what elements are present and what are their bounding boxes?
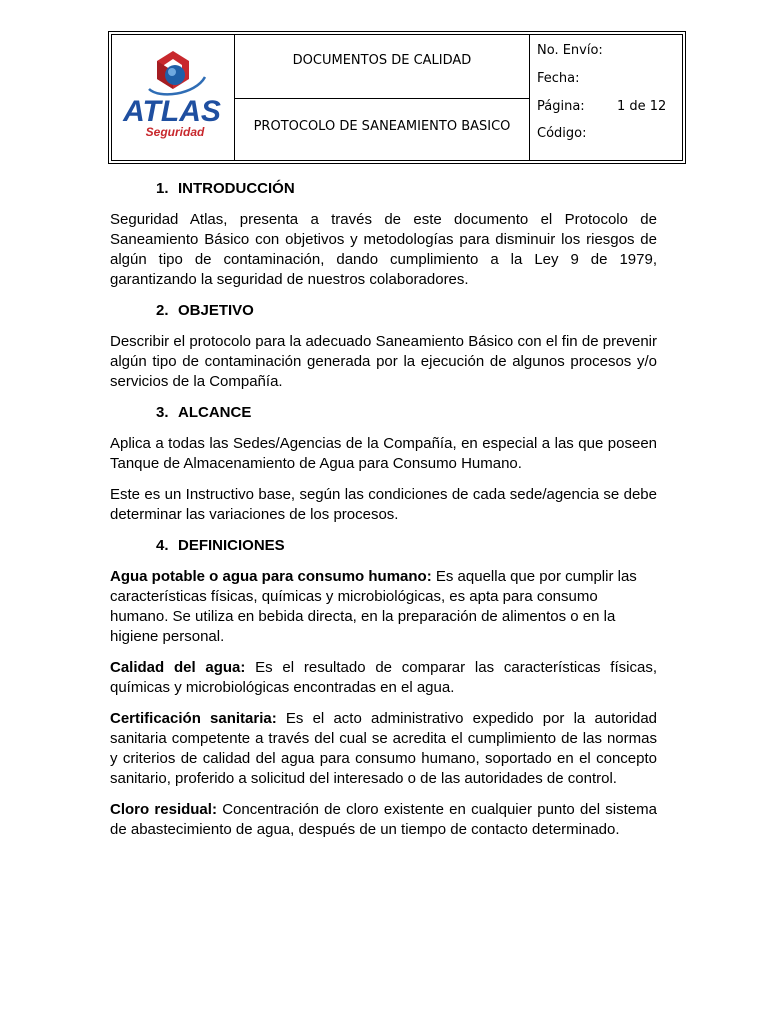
definition-cloro-residual	[110, 800, 657, 840]
globe-icon	[165, 65, 185, 85]
section-heading-introduccion	[110, 179, 657, 199]
definition-term: Certificación sanitaria:	[110, 710, 277, 727]
definition-term: Cloro residual:	[110, 801, 217, 818]
definition-text: Es aquella que por cumplir las características físicas, químicas y microbiológicas, es apta para consumo humano. Se utiliza en bebida directa, en la preparación de alimentos o en la higiene personal.	[110, 568, 637, 645]
objetivo-paragraph: Describir el protocolo para la adecuado Saneamiento Básico con el fin de prevenir algún tipo de contaminación generada por la ejecución de algunos procesos y/o servicios de la Compañía.	[110, 333, 657, 390]
section-title: INTRODUCCIÓN	[178, 180, 295, 197]
definition-text: Concentración de cloro existente en cualquier punto del sistema de abastecimiento de agua, después de un tiempo de contacto determinado.	[110, 801, 657, 838]
section-number: 3.	[156, 404, 169, 421]
section-number: 4.	[156, 537, 169, 554]
doc-type-label: DOCUMENTOS DE CALIDAD	[292, 53, 472, 68]
codigo-label: Código:	[537, 126, 587, 141]
atlas-logo	[119, 45, 227, 145]
section-heading-alcance	[110, 403, 657, 423]
section-title: OBJETIVO	[178, 302, 254, 319]
alcance-paragraph-2: Este es un Instructivo base, según las condiciones de cada sede/agencia se debe determinar las variaciones de los procesos.	[110, 486, 657, 523]
logo-tagline-text: Seguridad	[145, 125, 205, 139]
pagina-label: Página:	[537, 99, 585, 114]
section-heading-definiciones	[110, 536, 657, 556]
intro-paragraph: Seguridad Atlas, presenta a través de este documento el Protocolo de Saneamiento Básico con objetivos y metodologías para disminuir los riesgos de algún tipo de contaminación, dando cumplimiento a la Ley 9 de 1979, garantizando la seguridad de nuestros colaboradores.	[110, 211, 657, 288]
document-body	[110, 179, 657, 851]
document-header-table	[108, 31, 686, 164]
pagina-value: 1 de 12	[617, 99, 667, 114]
definition-certificacion	[110, 709, 657, 789]
definition-text: Es el acto administrativo expedido por la autoridad sanitaria competente a través del cual se acredita el cumplimiento de las normas y criterios de calidad del agua para consumo humano, soportado en el concepto sanitario, proferido a solicitud del interesado o de las autoridades de control.	[110, 710, 657, 787]
section-number: 2.	[156, 302, 169, 319]
fecha-label: Fecha:	[537, 71, 580, 86]
doc-type-cell	[235, 35, 530, 99]
envio-label: No. Envío:	[537, 43, 603, 58]
definition-text: Es el resultado de comparar las características físicas, químicas y microbiológicas encontradas en el agua.	[110, 659, 657, 696]
definition-agua-potable	[110, 567, 657, 647]
section-title: ALCANCE	[178, 404, 252, 421]
doc-title-cell	[235, 99, 530, 160]
doc-title-label: PROTOCOLO DE SANEAMIENTO BASICO	[253, 119, 511, 134]
alcance-paragraph-1: Aplica a todas las Sedes/Agencias de la Compañía, en especial a las que poseen Tanque de Almacenamiento de Agua para Consumo Humano.	[110, 435, 657, 472]
definition-term: Agua potable o agua para consumo humano:	[110, 568, 432, 585]
section-title: DEFINICIONES	[178, 537, 285, 554]
pagina-row	[537, 99, 677, 114]
definition-term: Calidad del agua:	[110, 659, 246, 676]
definition-calidad-agua	[110, 658, 657, 698]
header-inner-border	[111, 34, 683, 161]
section-number: 1.	[156, 180, 169, 197]
section-heading-objetivo	[110, 301, 657, 321]
logo-cell	[112, 35, 235, 160]
logo-brand-text: ATLAS	[123, 95, 221, 128]
meta-cell	[530, 35, 682, 160]
